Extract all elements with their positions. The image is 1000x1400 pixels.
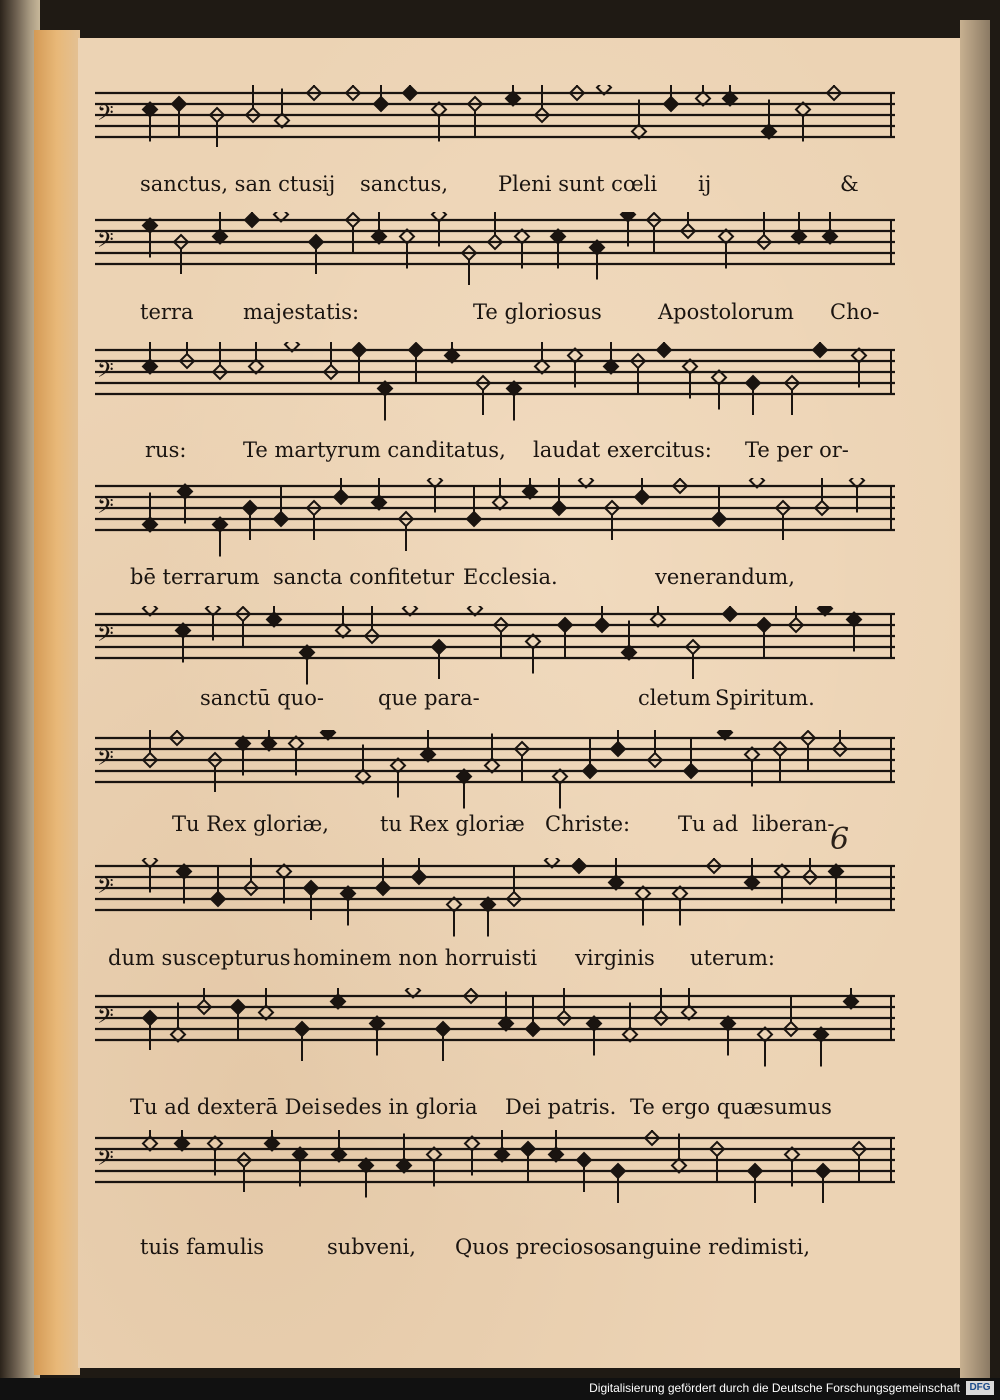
f-clef-icon: 𝄢 — [97, 746, 114, 776]
note-head — [572, 859, 586, 873]
f-clef-icon: 𝄢 — [97, 622, 114, 652]
lyric-syllable: sanctus, san ctus — [140, 172, 323, 196]
note-head — [374, 97, 388, 111]
lyric-syllable: Christe: — [545, 812, 631, 836]
book-cover-edge — [960, 20, 990, 1380]
lyric-syllable: Te ergo quæsumus — [630, 1095, 832, 1119]
lyric-line — [95, 1235, 895, 1275]
note-head — [611, 742, 625, 756]
note-head — [309, 235, 323, 249]
lyric-syllable: virginis — [575, 946, 655, 970]
lyric-syllable: Quos precioso — [455, 1235, 607, 1259]
note-head — [635, 490, 649, 504]
note-head — [595, 618, 609, 632]
lyric-line — [95, 172, 895, 212]
handwritten-annotation: 6 — [830, 822, 850, 857]
f-clef-icon: 𝄢 — [97, 1004, 114, 1034]
lyric-syllable: tu Rex gloriæ — [380, 812, 525, 836]
note-head — [526, 1022, 540, 1036]
note-head — [295, 1022, 309, 1036]
lyric-syllable: Cho- — [830, 300, 880, 324]
music-staff — [95, 988, 895, 1068]
lyric-line — [95, 812, 895, 852]
lyric-syllable: Tu Rex gloriæ, — [172, 812, 329, 836]
note-head — [376, 881, 390, 895]
lyric-syllable: que para- — [378, 686, 480, 710]
note-head — [664, 97, 678, 111]
note-head — [304, 881, 318, 895]
note-head — [243, 501, 257, 515]
lyric-syllable: Tu ad — [678, 812, 739, 836]
music-staff — [95, 1130, 895, 1210]
lyric-syllable: sedes in gloria — [322, 1095, 478, 1119]
lyric-syllable: bē terrarum — [130, 565, 260, 589]
note-head — [611, 1164, 625, 1178]
note-head — [467, 512, 481, 526]
lyric-syllable: subveni, — [327, 1235, 416, 1259]
note-head — [746, 376, 760, 390]
note-head — [143, 1011, 157, 1025]
dfg-logo: DFG — [966, 1381, 994, 1395]
lyric-syllable: Te per or- — [745, 438, 849, 462]
note-head — [403, 86, 417, 100]
music-staff — [95, 858, 895, 938]
lyric-syllable: sancta confitetur — [273, 565, 455, 589]
lyric-syllable: dum suscepturus — [108, 946, 291, 970]
lyric-syllable: tuis famulis — [140, 1235, 265, 1259]
note-head — [432, 640, 446, 654]
music-staff — [95, 342, 895, 422]
note-head — [521, 1142, 535, 1156]
lyric-syllable: liberan- — [752, 812, 835, 836]
lyric-line — [95, 438, 895, 478]
note-head — [723, 607, 737, 621]
f-clef-icon: 𝄢 — [97, 1146, 114, 1176]
music-staff — [95, 85, 895, 165]
note-head — [552, 501, 566, 515]
music-staff — [95, 730, 895, 810]
lyric-syllable: sanctū quo- — [200, 686, 324, 710]
binding-strip — [34, 30, 80, 1375]
lyric-syllable: Apostolorum — [658, 300, 794, 324]
note-head — [757, 618, 771, 632]
lyric-line — [95, 300, 895, 340]
lyric-syllable: rus: — [145, 438, 187, 462]
note-head — [558, 618, 572, 632]
note-head — [577, 1153, 591, 1167]
note-head — [245, 213, 259, 227]
lyric-syllable: majestatis: — [243, 300, 360, 324]
lyric-syllable: Pleni sunt cœli — [498, 172, 658, 196]
lyric-line — [95, 686, 895, 726]
f-clef-icon: 𝄢 — [97, 494, 114, 524]
music-staff — [95, 478, 895, 558]
note-head — [231, 1000, 245, 1014]
note-head — [816, 1164, 830, 1178]
f-clef-icon: 𝄢 — [97, 101, 114, 131]
note-head — [813, 343, 827, 357]
lyric-syllable: Spiritum. — [715, 686, 815, 710]
lyric-syllable: hominem non horruisti — [293, 946, 538, 970]
note-head — [412, 870, 426, 884]
note-head — [657, 343, 671, 357]
lyric-syllable: Ecclesia. — [463, 565, 558, 589]
f-clef-icon: 𝄢 — [97, 358, 114, 388]
note-head — [274, 512, 288, 526]
footer-credit: Digitalisierung gefördert durch die Deutsche Forschungsgemeinschaft — [589, 1381, 960, 1395]
note-head — [583, 764, 597, 778]
lyric-syllable: Te martyrum canditatus, — [243, 438, 506, 462]
note-head — [712, 512, 726, 526]
lyric-syllable: cletum — [638, 686, 711, 710]
lyric-syllable: sanctus, — [360, 172, 448, 196]
f-clef-icon: 𝄢 — [97, 228, 114, 258]
lyric-syllable: terra — [140, 300, 194, 324]
note-head — [409, 343, 423, 357]
lyric-syllable: sanguine redimisti, — [605, 1235, 810, 1259]
note-head — [352, 343, 366, 357]
note-head — [211, 892, 225, 906]
lyric-line — [95, 565, 895, 605]
music-staff — [95, 212, 895, 292]
digitization-footer — [0, 1378, 1000, 1400]
lyric-line — [95, 1095, 895, 1135]
f-clef-icon: 𝄢 — [97, 874, 114, 904]
note-head — [436, 1022, 450, 1036]
lyric-syllable: Dei patris. — [505, 1095, 617, 1119]
lyric-syllable: venerandum, — [655, 565, 795, 589]
lyric-syllable: ij — [322, 172, 336, 196]
lyric-syllable: Tu ad dexterā Dei — [130, 1095, 321, 1119]
lyric-syllable: & — [840, 172, 859, 196]
lyric-syllable: Te gloriosus — [473, 300, 602, 324]
note-head — [748, 1164, 762, 1178]
lyric-syllable: ij — [698, 172, 712, 196]
note-head — [172, 97, 186, 111]
music-staff — [95, 606, 895, 686]
lyric-syllable: uterum: — [690, 946, 775, 970]
note-head — [684, 764, 698, 778]
note-head — [334, 490, 348, 504]
lyric-line — [95, 946, 895, 986]
lyric-syllable: laudat exercitus: — [533, 438, 712, 462]
